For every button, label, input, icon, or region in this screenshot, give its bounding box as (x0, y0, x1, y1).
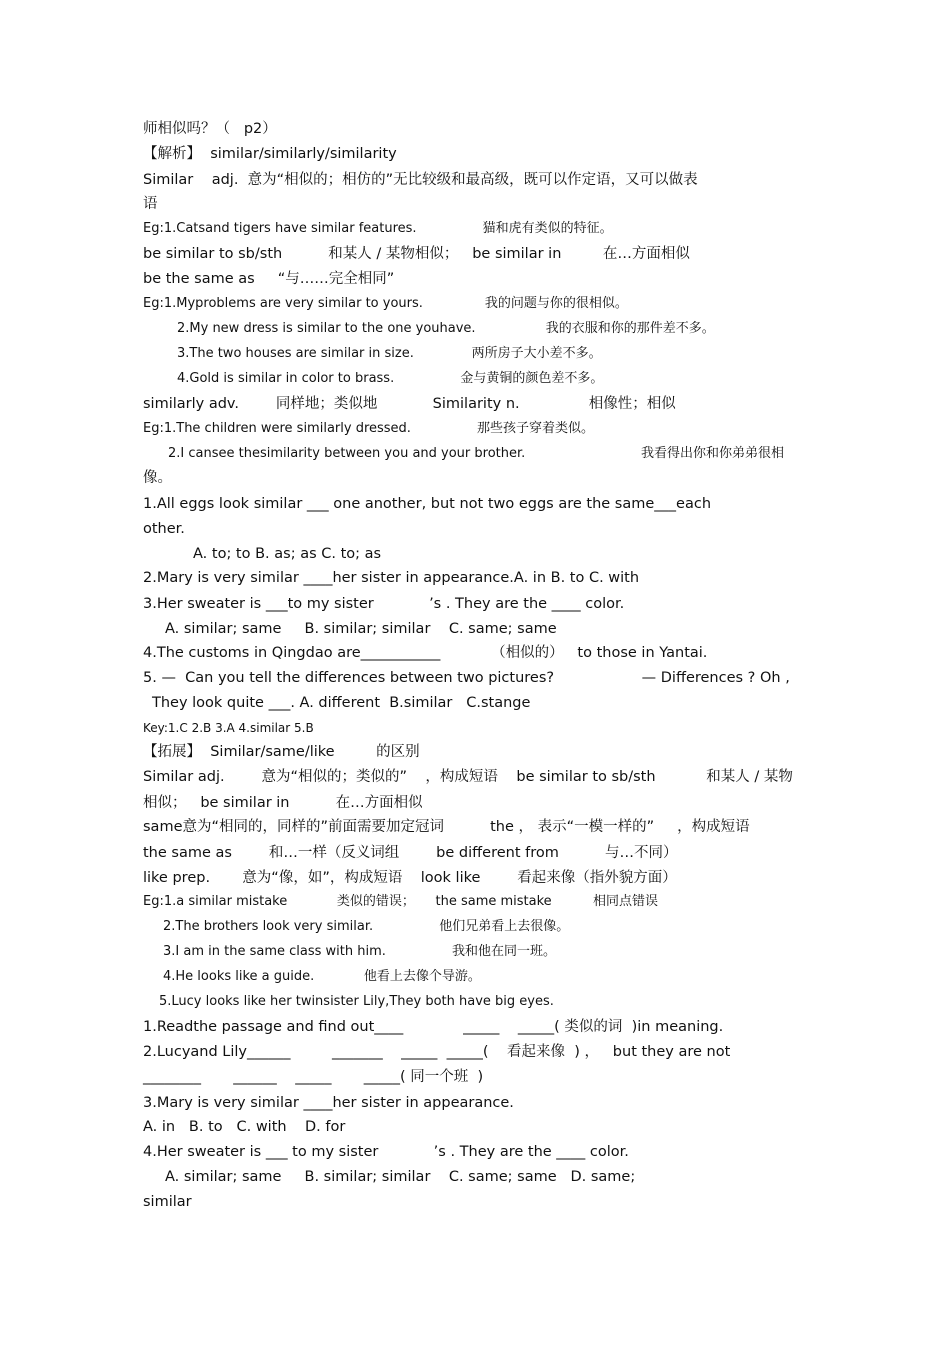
example-line: Eg:1.The children were similarly dressed. 那些孩子穿着类似。 (143, 421, 595, 436)
example-line: Eg:1.Catsand tigers have similar features. 猫和虎有类似的特征。 (143, 221, 613, 236)
section-heading: 【拓展】 Similar/same/like 的区别 (143, 744, 420, 760)
example-line: 2.The brothers look very similar. 他们兄弟看上去很像。 (163, 919, 570, 934)
example-line: 3.The two houses are similar in size. 两所房子大小差不多。 (177, 346, 602, 361)
text-line: 相似； be similar in 在…方面相似 (143, 795, 423, 811)
text-line: 语 (143, 196, 158, 212)
example-line: 2.My new dress is similar to the one youhave. 我的衣服和你的那件差不多。 (177, 321, 715, 336)
text-line: Similar adj. 意为“相似的；相仿的”无比较级和最高级，既可以作定语，又可以做表 (143, 172, 698, 188)
text-line: other. (143, 521, 185, 537)
exercise-question: 1.All eggs look similar ___ one another, but not two eggs are the same___each (143, 496, 712, 512)
example-line: 5.Lucy looks like her twinsister Lily,They both have big eyes. (159, 994, 554, 1009)
text-line: 像。 (143, 470, 172, 486)
example-line: Eg:1.Myproblems are very similar to yours. 我的问题与你的很相似。 (143, 296, 628, 311)
exercise-question: 4.The customs in Qingdao are___________ （相似的） to those in Yantai. (143, 645, 708, 661)
text-line: 师相似吗？（ p2） (143, 121, 277, 137)
exercise-question: 2.Lucyand Lily______ _______ _____ _____( 看起来像 ) ， but they are not (143, 1044, 731, 1060)
text-line: like prep. 意为“像，如”，构成短语 look like 看起来像（指外貌方面） (143, 870, 677, 886)
example-line: 2.I cansee thesimilarity between you and your brother. 我看得出你和你弟弟很相 (168, 446, 784, 461)
exercise-question: 3.Her sweater is ___to my sister ’s . They are the ____ color. (143, 596, 625, 612)
example-line: Eg:1.a similar mistake 类似的错误； the same mistake 相同点错误 (143, 894, 658, 909)
text-line: Similar adj. 意为“相似的；类似的” ，构成短语 be similar to sb/sth 和某人 / 某物 (143, 769, 793, 785)
exercise-question: 5. — Can you tell the differences between two pictures? — Differences ? Oh , (143, 670, 790, 686)
answer-key: Key:1.C 2.B 3.A 4.similar 5.B (143, 721, 314, 735)
text-line: similar (143, 1194, 192, 1210)
text-line: the same as 和…一样（反义词组 be different from 与…不同） (143, 845, 678, 861)
exercise-question: 2.Mary is very similar ____her sister in appearance.A. in B. to C. with (143, 570, 640, 586)
exercise-question: 4.Her sweater is ___ to my sister ’s . They are the ____ color. (143, 1144, 629, 1160)
text-line: be the same as “与……完全相同” (143, 271, 395, 287)
text-line: be similar to sb/sth 和某人 / 某物相似； be similar in 在…方面相似 (143, 246, 690, 262)
exercise-options: They look quite ___. A. different B.similar C.stange (152, 695, 531, 711)
example-line: 4.Gold is similar in color to brass. 金与黄铜的颜色差不多。 (177, 371, 604, 386)
exercise-options: A. to; to B. as; as C. to; as (193, 546, 382, 562)
example-line: 3.I am in the same class with him. 我和他在同一班。 (163, 944, 556, 959)
text-line: similarly adv. 同样地；类似地 Similarity n. 相像性；相似 (143, 396, 676, 412)
example-line: 4.He looks like a guide. 他看上去像个导游。 (163, 969, 481, 984)
section-heading: 【解析】 similar/similarly/similarity (143, 146, 397, 162)
exercise-options: A. in B. to C. with D. for (143, 1119, 346, 1135)
exercise-question: 3.Mary is very similar ____her sister in appearance. (143, 1095, 514, 1111)
text-line: same意为“相同的，同样的”前面需要加定冠词 the ， 表示“一模一样的” ，构成短语 (143, 819, 750, 835)
exercise-question: ________ ______ _____ _____( 同一个班 ) (143, 1069, 484, 1085)
exercise-options: A. similar; same B. similar; similar C. same; same D. same; (165, 1169, 636, 1185)
exercise-question: 1.Readthe passage and find out____ _____ _____( 类似的词 )in meaning. (143, 1019, 724, 1035)
exercise-options: A. similar; same B. similar; similar C. same; same (165, 621, 557, 637)
